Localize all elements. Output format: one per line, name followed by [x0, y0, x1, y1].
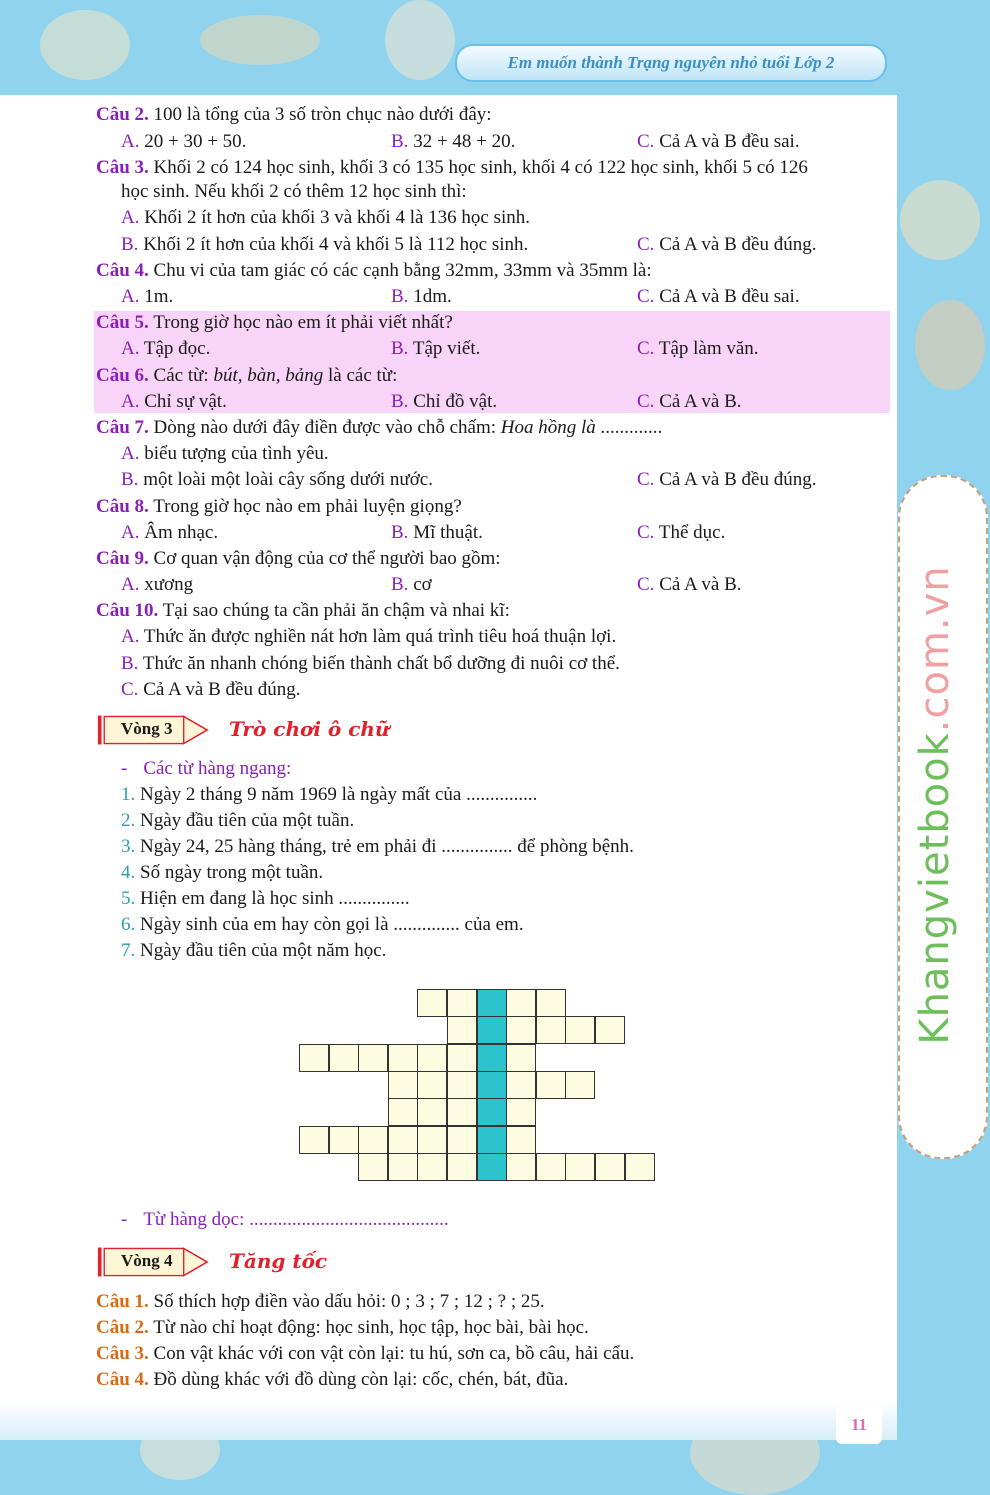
crossword-cell[interactable] — [565, 1016, 595, 1044]
round-4-question-3 — [96, 1342, 634, 1366]
option-text: Thức ăn nhanh chóng biến thành chất bổ dưỡng đi nuôi cơ thể. — [138, 653, 620, 674]
question-italic: bút, bàn, bảng — [213, 365, 324, 386]
option-text: Cả A và B đều đúng. — [654, 469, 817, 490]
question-text: Tại sao chúng ta cần phải ăn chậm và nhai kĩ: — [158, 600, 510, 621]
crossword-cell[interactable] — [417, 1153, 447, 1181]
crossword-cell[interactable] — [329, 1044, 359, 1072]
crossword-cell[interactable] — [447, 1098, 477, 1126]
crossword-cell[interactable] — [506, 989, 536, 1017]
clue-text: Ngày đầu tiên của một tuần. — [135, 810, 355, 831]
option-text: 20 + 30 + 50. — [139, 131, 247, 152]
option-label: B. — [391, 338, 409, 359]
option-c — [637, 337, 759, 361]
intro-text: Các từ hàng ngang: — [143, 758, 292, 779]
question-10 — [96, 599, 510, 623]
question-text: Trong giờ học nào em ít phải viết nhất? — [148, 312, 453, 333]
question-3-continued — [121, 180, 467, 204]
round-label: Vòng 4 — [121, 1251, 173, 1270]
clue-text: Hiện em đang là học sinh ............... — [135, 888, 410, 909]
crossword-cell[interactable] — [388, 1153, 418, 1181]
clue-6 — [121, 913, 524, 937]
option-a — [121, 442, 329, 466]
question-text: Từ nào chỉ hoạt động: học sinh, học tập, học bài, bài học. — [148, 1317, 589, 1338]
option-text: xương — [139, 574, 194, 595]
crossword-cell[interactable] — [358, 1126, 388, 1154]
question-text: Cơ quan vận động của cơ thể người bao gồm: — [148, 548, 501, 569]
option-a — [121, 521, 218, 545]
option-b — [391, 285, 452, 309]
crossword-cell[interactable] — [565, 1153, 595, 1181]
beetle-decoration — [385, 0, 455, 80]
crossword-cell[interactable] — [388, 1071, 418, 1099]
crossword-cell[interactable] — [417, 1071, 447, 1099]
watermark-part1: Khangvietbook — [912, 732, 958, 1045]
round-4-question-4 — [96, 1368, 568, 1392]
option-label: C. — [637, 522, 655, 543]
question-9 — [96, 547, 501, 571]
question-5 — [96, 311, 453, 335]
crossword-cell[interactable] — [417, 1098, 447, 1126]
crossword-key-cell[interactable] — [477, 1016, 507, 1044]
clue-4 — [121, 861, 323, 885]
question-label: Câu 4. — [96, 260, 149, 281]
crossword-cell[interactable] — [595, 1016, 625, 1044]
question-label: Câu 9. — [96, 548, 149, 569]
option-text: Âm nhạc. — [139, 522, 219, 543]
question-text: Chu vi của tam giác có các cạnh bằng 32mm, 33mm và 35mm là: — [148, 260, 652, 281]
clue-number: 4. — [121, 862, 136, 883]
question-label: Câu 1. — [96, 1291, 149, 1312]
option-a — [121, 130, 246, 154]
crossword-cell[interactable] — [447, 1016, 477, 1044]
question-label: Câu 5. — [96, 312, 149, 333]
option-label: A. — [121, 207, 140, 228]
question-label: Câu 3. — [96, 157, 149, 178]
crossword-cell[interactable] — [358, 1153, 388, 1181]
option-text: Thể dục. — [654, 522, 726, 543]
clue-5 — [121, 887, 410, 911]
option-text: cơ — [408, 574, 432, 595]
option-b — [121, 233, 528, 257]
book-title-banner — [455, 44, 887, 82]
option-label: B. — [121, 234, 139, 255]
option-c — [637, 573, 742, 597]
option-label: A. — [121, 286, 140, 307]
clue-1 — [121, 783, 537, 807]
clue-text: Ngày 2 tháng 9 năm 1969 là ngày mất của ............... — [135, 784, 538, 805]
crossword-cell[interactable] — [447, 1126, 477, 1154]
round-4-question-2 — [96, 1316, 589, 1340]
option-text: Cả A và B. — [654, 574, 742, 595]
crossword-cell[interactable] — [329, 1126, 359, 1154]
question-3 — [96, 156, 808, 180]
option-label: C. — [637, 391, 655, 412]
crossword-cell[interactable] — [506, 1153, 536, 1181]
clue-text: Ngày đầu tiên của một năm học. — [135, 940, 387, 961]
crossword-cell[interactable] — [358, 1044, 388, 1072]
crossword-cell[interactable] — [299, 1044, 329, 1072]
crossword-cell[interactable] — [447, 1153, 477, 1181]
question-4 — [96, 259, 652, 283]
option-label: C. — [637, 469, 655, 490]
watermark-part2: .com.vn — [912, 565, 958, 733]
option-label: B. — [391, 131, 409, 152]
clue-7 — [121, 939, 386, 963]
option-label: C. — [637, 234, 655, 255]
crossword-cell[interactable] — [388, 1098, 418, 1126]
crossword-key-cell[interactable] — [477, 1071, 507, 1099]
bullet-dash: - — [121, 758, 128, 779]
option-b — [391, 130, 515, 154]
question-8 — [96, 495, 462, 519]
option-label: C. — [637, 574, 655, 595]
bullet-dash: - — [121, 1209, 128, 1230]
question-label: Câu 7. — [96, 417, 149, 438]
option-text: 1m. — [139, 286, 174, 307]
crossword-cell[interactable] — [536, 1016, 566, 1044]
option-label: A. — [121, 626, 140, 647]
option-label: B. — [391, 574, 409, 595]
flower-decoration — [900, 180, 980, 260]
option-c — [637, 521, 725, 545]
crossword-cell[interactable] — [536, 1153, 566, 1181]
option-text: Cả A và B đều sai. — [654, 286, 800, 307]
option-text: Khối 2 ít hơn của khối 3 và khối 4 là 136 học sinh. — [139, 207, 531, 228]
crossword-key-cell[interactable] — [477, 1098, 507, 1126]
question-label: Câu 6. — [96, 365, 149, 386]
clue-text: Ngày sinh của em hay còn gọi là .............. của em. — [135, 914, 524, 935]
page-number: 11 — [836, 1406, 882, 1444]
option-c — [121, 678, 300, 702]
option-label: B. — [391, 286, 409, 307]
option-label: B. — [391, 522, 409, 543]
option-text: Cả A và B đều sai. — [654, 131, 800, 152]
round-4-question-1 — [96, 1290, 545, 1314]
crossword-cell[interactable] — [595, 1153, 625, 1181]
clue-number: 2. — [121, 810, 136, 831]
option-text: Cả A và B. — [654, 391, 742, 412]
option-b — [391, 573, 432, 597]
leaf-decoration — [200, 15, 320, 65]
question-2 — [96, 103, 492, 127]
option-label: A. — [121, 338, 140, 359]
option-label: B. — [121, 469, 139, 490]
question-text: Khối 2 có 124 học sinh, khối 3 có 135 học sinh, khối 4 có 122 học sinh, khối 5 có 126 — [148, 157, 808, 178]
content-sheet-fade — [0, 1400, 897, 1440]
crossword-cell[interactable] — [506, 1098, 536, 1126]
clue-number: 5. — [121, 888, 136, 909]
option-b — [391, 390, 497, 414]
option-label: C. — [637, 286, 655, 307]
option-label: B. — [121, 653, 139, 674]
option-c — [637, 468, 816, 492]
question-label: Câu 2. — [96, 104, 149, 125]
question-label: Câu 10. — [96, 600, 159, 621]
option-text: Tập làm văn. — [654, 338, 759, 359]
option-c — [637, 233, 816, 257]
option-text: Chỉ đồ vật. — [408, 391, 498, 412]
crossword-key-cell[interactable] — [477, 1044, 507, 1072]
question-label: Câu 3. — [96, 1343, 149, 1364]
option-b — [391, 337, 480, 361]
option-text: Cả A và B đều đúng. — [654, 234, 817, 255]
clue-number: 7. — [121, 940, 136, 961]
clue-3 — [121, 835, 634, 859]
question-text: Các từ: — [148, 365, 214, 386]
option-text: Tập đọc. — [139, 338, 211, 359]
flower-decoration — [40, 10, 130, 80]
clue-text: Ngày 24, 25 hàng tháng, trẻ em phải đi ............... để phòng bệnh. — [135, 836, 634, 857]
crossword-key-cell[interactable] — [477, 1153, 507, 1181]
question-text: 100 là tổng của 3 số tròn chục nào dưới đây: — [148, 104, 492, 125]
round-title: Tăng tốc — [229, 1249, 328, 1273]
crossword-cell[interactable] — [447, 989, 477, 1017]
crossword-cell[interactable] — [299, 1126, 329, 1154]
option-a — [121, 206, 530, 230]
crossword-cell[interactable] — [417, 1126, 447, 1154]
crossword-cell[interactable] — [417, 989, 447, 1017]
clue-number: 1. — [121, 784, 136, 805]
question-text: Đồ dùng khác với đồ dùng còn lại: cốc, chén, bát, đũa. — [148, 1369, 569, 1390]
crossword-cell[interactable] — [625, 1153, 655, 1181]
vertical-word — [121, 1208, 449, 1232]
crossword-cell[interactable] — [506, 1044, 536, 1072]
book-title: Em muốn thành Trạng nguyên nhỏ tuổi Lớp 2 — [507, 53, 835, 72]
question-text: Dòng nào dưới đây điền được vào chỗ chấm: — [148, 417, 501, 438]
option-a — [121, 573, 193, 597]
question-italic: Hoa hồng là — [500, 417, 596, 438]
crossword-cell[interactable] — [506, 1016, 536, 1044]
question-7 — [96, 416, 662, 440]
crossword-cell[interactable] — [447, 1071, 477, 1099]
option-text: 1dm. — [408, 286, 452, 307]
crossword-cell[interactable] — [388, 1126, 418, 1154]
option-b — [121, 652, 620, 676]
option-b — [391, 521, 483, 545]
crossword-cell[interactable] — [417, 1044, 447, 1072]
option-text: một loài một loài cây sống dưới nước. — [138, 469, 433, 490]
option-text: Thức ăn được nghiền nát hơn làm quá trình tiêu hoá thuận lợi. — [139, 626, 617, 647]
option-label: A. — [121, 522, 140, 543]
round-label: Vòng 3 — [121, 719, 173, 738]
option-c — [637, 285, 800, 309]
crossword-cell[interactable] — [536, 1071, 566, 1099]
question-text: Số thích hợp điền vào dấu hỏi: 0 ; 3 ; 7 ; 12 ; ? ; 25. — [148, 1291, 545, 1312]
crossword-grid — [299, 989, 659, 1181]
clue-number: 3. — [121, 836, 136, 857]
option-label: B. — [391, 391, 409, 412]
crossword-cell[interactable] — [506, 1071, 536, 1099]
option-text: Mĩ thuật. — [408, 522, 483, 543]
watermark-text — [912, 565, 958, 1044]
question-text-after: là các từ: — [323, 365, 398, 386]
question-label: Câu 4. — [96, 1369, 149, 1390]
question-6 — [96, 364, 397, 388]
option-c — [637, 390, 742, 414]
question-label: Câu 2. — [96, 1317, 149, 1338]
option-c — [637, 130, 800, 154]
option-a — [121, 337, 210, 361]
question-text: Trong giờ học nào em phải luyện giọng? — [148, 496, 462, 517]
butterfly-decoration — [915, 300, 985, 390]
option-label: C. — [121, 679, 139, 700]
crossword-cell[interactable] — [536, 989, 566, 1017]
option-label: C. — [637, 338, 655, 359]
option-label: C. — [637, 131, 655, 152]
option-text: Chỉ sự vật. — [139, 391, 227, 412]
option-a — [121, 285, 173, 309]
option-label: A. — [121, 131, 140, 152]
option-a — [121, 625, 616, 649]
option-label: A. — [121, 443, 140, 464]
option-text: Khối 2 ít hơn của khối 4 và khối 5 là 112 học sinh. — [138, 234, 529, 255]
clues-intro — [121, 757, 291, 781]
option-text: Cả A và B đều đúng. — [138, 679, 301, 700]
option-b — [121, 468, 433, 492]
crossword-cell[interactable] — [447, 1044, 477, 1072]
option-text: Tập viết. — [408, 338, 481, 359]
round-title: Trò chơi ô chữ — [229, 717, 390, 741]
question-text-after: ............. — [595, 417, 663, 438]
option-a — [121, 390, 227, 414]
clue-2 — [121, 809, 354, 833]
option-label: A. — [121, 391, 140, 412]
clue-text: Số ngày trong một tuần. — [135, 862, 324, 883]
question-text: học sinh. Nếu khối 2 có thêm 12 học sinh thì: — [121, 181, 467, 202]
crossword-cell[interactable] — [388, 1044, 418, 1072]
option-label: A. — [121, 574, 140, 595]
option-text: biểu tượng của tình yêu. — [139, 443, 329, 464]
crossword-key-cell[interactable] — [477, 1126, 507, 1154]
vertical-word-text: Từ hàng dọc: .......................................... — [143, 1209, 449, 1230]
option-text: 32 + 48 + 20. — [408, 131, 516, 152]
crossword-cell[interactable] — [506, 1126, 536, 1154]
crossword-key-cell[interactable] — [477, 989, 507, 1017]
crossword-cell[interactable] — [565, 1071, 595, 1099]
clue-number: 6. — [121, 914, 136, 935]
question-label: Câu 8. — [96, 496, 149, 517]
question-text: Con vật khác với con vật còn lại: tu hú, sơn ca, bồ câu, hải cẩu. — [148, 1343, 635, 1364]
